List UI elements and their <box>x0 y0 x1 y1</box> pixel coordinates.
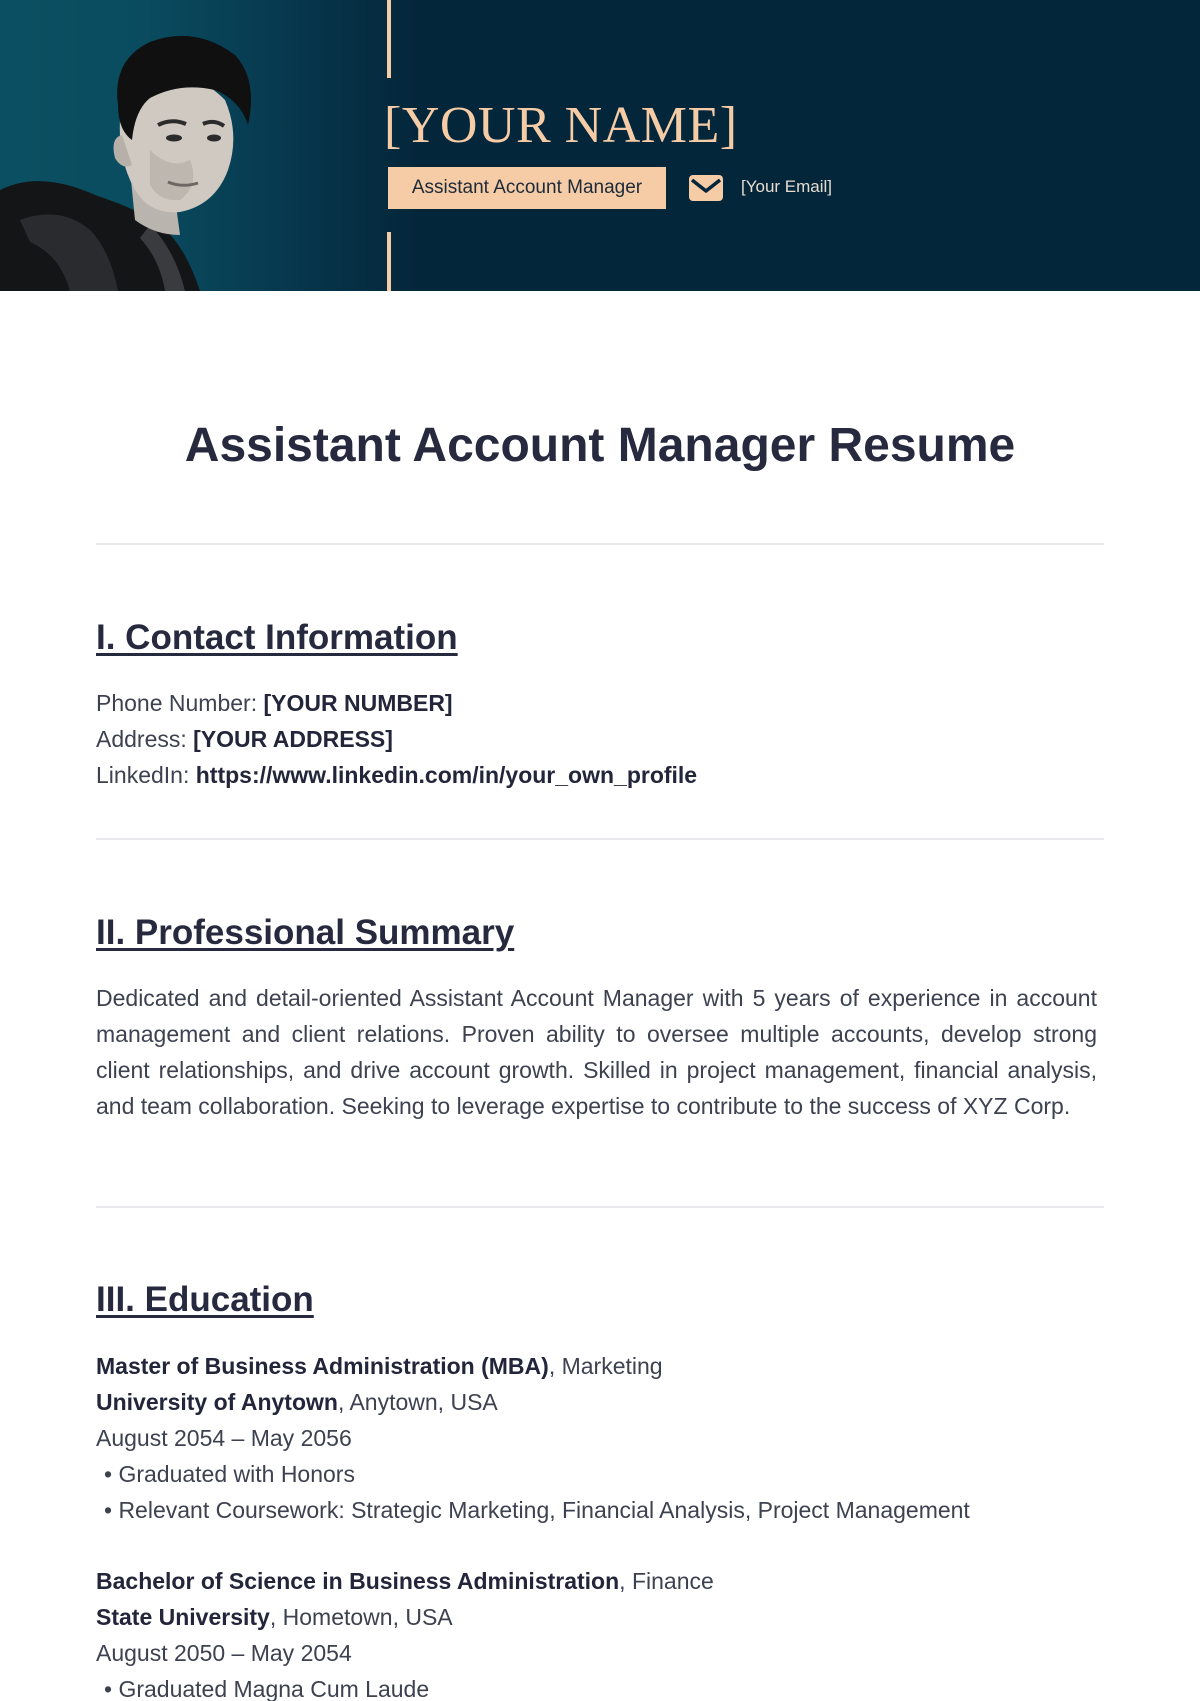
location: , Anytown, USA <box>337 1389 498 1415</box>
candidate-name: [YOUR NAME] <box>384 97 738 154</box>
list-item: • Graduated with Honors <box>104 1461 355 1487</box>
school-line <box>96 1384 1106 1420</box>
education-entry <box>96 1348 1106 1528</box>
phone-value: [YOUR NUMBER] <box>263 690 453 716</box>
address-label: Address: <box>96 726 194 752</box>
page-title: Assistant Account Manager Resume <box>184 419 1016 472</box>
school-line <box>96 1599 1106 1635</box>
location: , Hometown, USA <box>269 1604 453 1630</box>
contact-info <box>96 685 1106 793</box>
linkedin-link[interactable]: https://www.linkedin.com/in/your_own_profile <box>195 762 698 788</box>
education-entry <box>96 1563 1106 1701</box>
dates: August 2050 – May 2054 <box>96 1640 352 1666</box>
degree-line <box>96 1563 1106 1599</box>
envelope-icon <box>688 174 724 202</box>
field: , Marketing <box>548 1353 663 1379</box>
list-item: • Relevant Coursework: Strategic Marketing, Financial Analysis, Project Management <box>104 1497 970 1523</box>
school: State University <box>96 1604 270 1630</box>
degree: Master of Business Administration (MBA) <box>96 1353 549 1379</box>
phone-label: Phone Number: <box>96 690 264 716</box>
profile-photo <box>0 20 270 291</box>
divider <box>96 1206 1104 1208</box>
summary-text: Dedicated and detail-oriented Assistant Account Manager with 5 years of experience in account management and client relations. Proven ability to oversee multiple accounts, develop strong client relationships, and drive account growth. Skilled in project management, financial analysis, and team collaboration. Seeking to leverage expertise to contribute to the success of XYZ Corp. <box>96 985 1097 1119</box>
contact-heading: I. Contact Information <box>96 618 458 657</box>
summary-heading: II. Professional Summary <box>96 913 515 952</box>
divider <box>96 838 1104 840</box>
header-divider-bottom <box>387 232 391 291</box>
dates: August 2054 – May 2056 <box>96 1425 352 1451</box>
education-heading: III. Education <box>96 1280 314 1319</box>
linkedin-label: LinkedIn: <box>96 762 196 788</box>
phone-line <box>96 685 1106 721</box>
email-text: [Your Email] <box>741 177 833 196</box>
address-line <box>96 721 1106 757</box>
address-value: [YOUR ADDRESS] <box>193 726 393 752</box>
role-badge: Assistant Account Manager <box>388 167 666 209</box>
linkedin-line <box>96 757 1106 793</box>
resume-header <box>0 0 1200 291</box>
divider <box>96 543 1104 545</box>
field: , Finance <box>619 1568 714 1594</box>
degree-line <box>96 1348 1106 1384</box>
header-divider-top <box>387 0 391 78</box>
school: University of Anytown <box>96 1389 338 1415</box>
degree: Bachelor of Science in Business Administration <box>96 1568 620 1594</box>
list-item: • Graduated Magna Cum Laude <box>104 1676 430 1701</box>
